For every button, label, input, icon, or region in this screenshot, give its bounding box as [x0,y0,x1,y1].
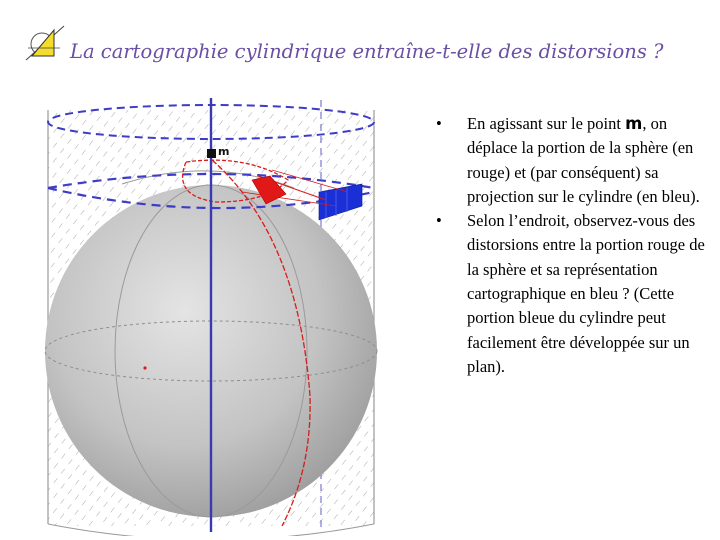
slide-title: La cartographie cylindrique entraîne-t-elle des distorsions ? [70,40,664,63]
bullet-text: Selon l’endroit, observez-vous des distorsions entre la portion rouge de la sphère et sa représentation cartographique en bleu ? (Cette portion bleue du cylindre peut facilement être développée sur un plan). [467,211,705,376]
bullet-item [436,112,706,209]
bullet-marker: • [436,211,442,231]
bullet-marker: • [436,114,442,133]
point-m-label: m [218,145,230,158]
bullet-list [436,112,706,379]
bullet-item [436,209,706,379]
sphere-cylinder-figure [36,96,416,536]
point-m-marker [207,149,216,158]
point-reference: m [625,114,643,133]
bullet-text-continued: , on déplace la portion de la sphère (en rouge) et (par conséquent) sa projection sur le cylindre (en bleu). [467,114,700,206]
geometry-logo-icon [24,22,66,64]
red-point [143,366,146,369]
bullet-text: En agissant sur le point [467,114,626,133]
